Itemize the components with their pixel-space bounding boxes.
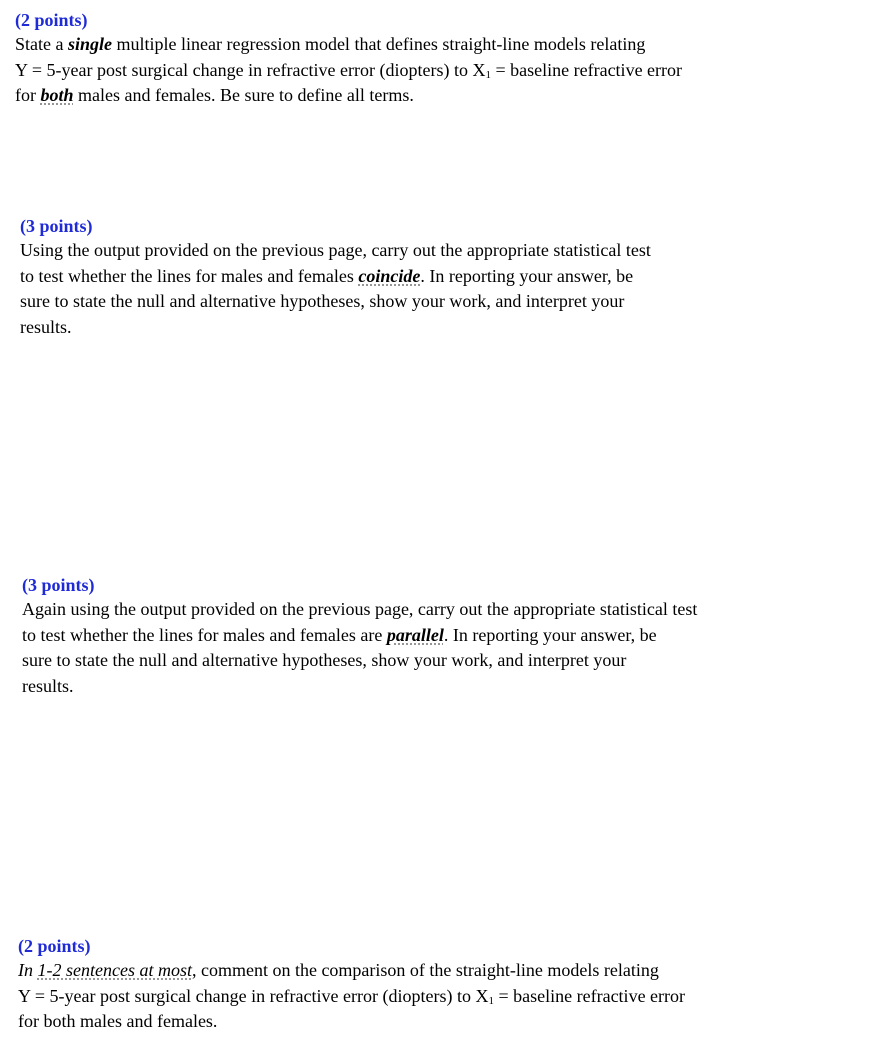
- question-2-line-4: [20, 315, 651, 341]
- emphasis-coincide: coincide: [358, 265, 421, 286]
- question-1-line-2: [15, 58, 682, 84]
- question-4-line-2: [18, 984, 685, 1010]
- emphasis-single: single: [67, 34, 112, 54]
- text-run: Using the output provided on the previous page, carry out the appropriate statistical test: [20, 240, 651, 260]
- question-3: [22, 573, 697, 699]
- question-4-points: (2 points): [18, 936, 91, 956]
- text-run: males and females. Be sure to define all terms.: [73, 85, 414, 105]
- text-run: In: [18, 960, 38, 980]
- question-1-text: [15, 32, 682, 109]
- emphasis-parallel: parallel: [386, 624, 444, 645]
- text-run: to test whether the lines for males and females: [20, 265, 359, 286]
- text-run: for both males and females.: [18, 1011, 218, 1031]
- question-2-points: (3 points): [20, 216, 93, 236]
- text-run: Again using the output provided on the previous page, carry out the appropriate statistical test: [22, 599, 698, 619]
- text-run: = baseline refractive error: [490, 59, 683, 80]
- question-3-line-1: [22, 597, 697, 623]
- question-3-points: (3 points): [22, 575, 95, 595]
- question-1-points: (2 points): [15, 10, 88, 30]
- emphasis-sentences: 1-2 sentences at most: [37, 960, 192, 980]
- question-4: [18, 934, 685, 1035]
- text-run: , comment on the comparison of the straight-line models relating: [191, 960, 659, 980]
- question-1-line-3: [15, 83, 682, 109]
- text-run: sure to state the null and alternative hypotheses, show your work, and interpret your: [20, 291, 625, 311]
- subscript: 1: [485, 68, 491, 81]
- text-run: sure to state the null and alternative hypotheses, show your work, and interpret your: [22, 650, 627, 670]
- text-run: for: [15, 85, 41, 105]
- text-run: multiple linear regression model that defines straight-line models relating: [112, 34, 646, 54]
- question-3-line-4: [22, 674, 697, 700]
- text-run: . In reporting your answer, be: [443, 624, 657, 645]
- question-1: [15, 8, 682, 109]
- text-run: Y = 5-year post surgical change in refractive error (diopters) to X: [15, 59, 486, 80]
- text-run: to test whether the lines for males and females are: [22, 624, 387, 645]
- question-2-text: [20, 238, 651, 340]
- text-run: Y = 5-year post surgical change in refractive error (diopters) to X: [18, 985, 489, 1006]
- question-2: [20, 214, 651, 340]
- question-4-line-1: [18, 958, 685, 984]
- question-3-line-2: [22, 623, 697, 649]
- question-3-line-3: [22, 648, 697, 674]
- question-2-line-3: [20, 289, 651, 315]
- text-run: results.: [20, 316, 72, 337]
- question-4-line-3: [18, 1009, 685, 1035]
- question-3-text: [22, 597, 697, 699]
- text-run: State a: [15, 34, 68, 54]
- question-2-line-2: [20, 264, 651, 290]
- question-2-line-1: [20, 238, 651, 264]
- question-1-line-1: [15, 32, 682, 58]
- text-run: = baseline refractive error: [493, 985, 686, 1006]
- text-run: . In reporting your answer, be: [420, 265, 634, 286]
- subscript: 1: [488, 994, 494, 1007]
- question-4-text: [18, 958, 685, 1035]
- text-run: results.: [22, 675, 74, 696]
- emphasis-both: both: [40, 85, 74, 105]
